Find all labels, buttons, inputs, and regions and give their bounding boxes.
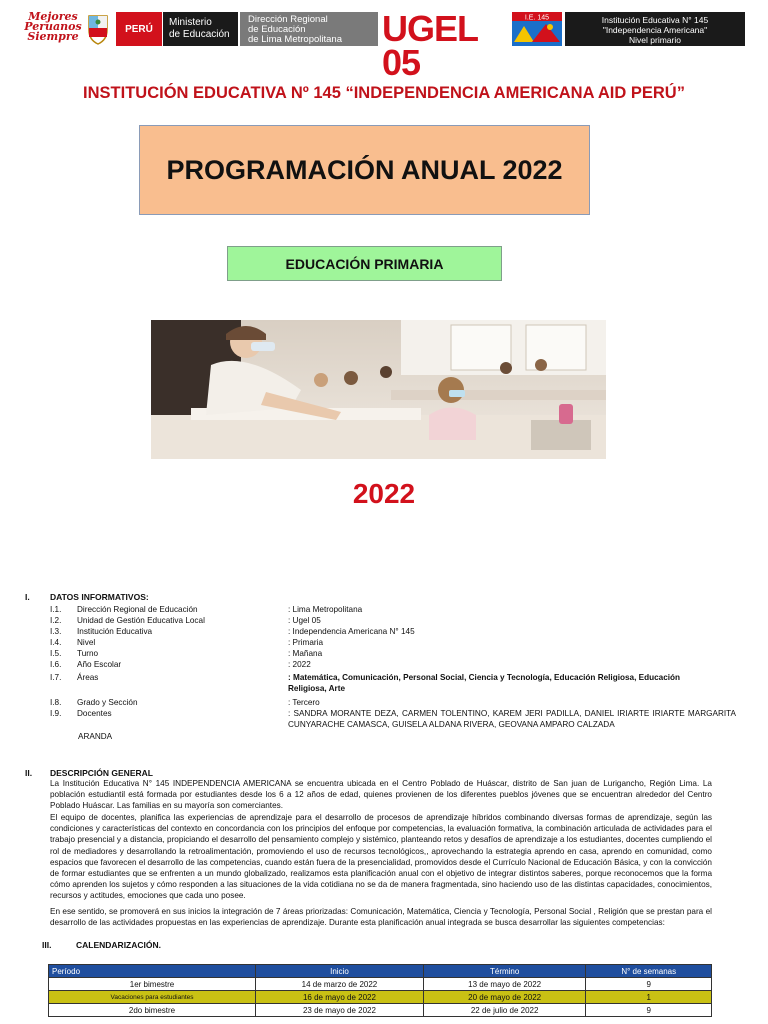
table-row: [49, 1004, 712, 1017]
info-row: [25, 648, 745, 659]
school-title: INSTITUCIÓN EDUCATIVA Nº 145 “INDEPENDENCIA AMERICANA AID PERÚ”: [83, 84, 685, 102]
dre-line1: Dirección Regional: [248, 14, 328, 25]
minedu-line2: de Educación: [169, 29, 230, 40]
info-row-label: Año Escolar: [77, 660, 122, 669]
year-label: 2022: [352, 478, 416, 509]
ugel-text: UGEL 05: [382, 8, 478, 83]
info-row: [25, 708, 745, 730]
info-row-num: I.9.: [50, 709, 62, 718]
section-2-number: II.: [25, 768, 33, 778]
info-row-num: I.1.: [50, 605, 62, 614]
description-paragraph-2: El equipo de docentes, planifica las experiencias de aprendizaje para el desarrollo de procesos de aprendizaje híbridos combinando diversas formas de aprendizaje, según las condiciones y características del contexto en concordancia con los principios del enfoque por competencias, la evaluación formativa, la combinación articulada de actividades para el trabajo presencial y a distancia, propiciando el desarrollo del pensamiento complejo y sistémico, planteando retos y desafíos de aprendizaje a los estudiantes, docentes cumpliendo el rol de mediadores y desarrollando la retroalimentación, promoviendo el uso de recursos tecnológicos,, aprovechando la estrategia aprendo en casa, aprendo en comunidad, como espacios que favorecen el desarrollo de las competencias, cuando están fuera de la presencialidad, promovidos desde el Currículo Nacional de Educación Básica, y con la convicción de formar estudiantes que se enfrenten a un mundo globalizado, realizamos esta planificación anual con el objetivo de integrar distintos saberes, porque reconocemos que la forma cómo aprenden los sujetos y cómo responden a las situaciones de la vida cotidiana no se da de manera fragmentada, sino haciendo uso de las distintas capacidades, conocimientos, recursos y actitudes, emociones que cada uno posee.: [50, 813, 712, 901]
info-row: [25, 659, 745, 670]
main-title: PROGRAMACIÓN ANUAL 2022: [166, 154, 563, 185]
info-row-label: Unidad de Gestión Educativa Local: [77, 616, 205, 625]
table-row: [49, 991, 712, 1004]
peru-logo: [116, 12, 162, 46]
cell-end: 22 de julio de 2022: [423, 1004, 586, 1017]
info-row-num: I.4.: [50, 638, 62, 647]
subtitle: EDUCACIÓN PRIMARIA: [285, 255, 444, 272]
classroom-photo: [151, 320, 606, 459]
info-row-value: : Ugel 05: [288, 616, 321, 625]
info-row-value: : Primaria: [288, 638, 324, 647]
section-3-title: CALENDARIZACIÓN.: [76, 940, 161, 950]
info-row: [25, 637, 745, 648]
col-header-weeks: N° de semanas: [586, 965, 712, 978]
info-row: [25, 615, 745, 626]
col-header-end: Término: [423, 965, 586, 978]
info-row-num: I.6.: [50, 660, 62, 669]
info-row-label: Dirección Regional de Educación: [77, 605, 198, 614]
info-row-value: : Mañana: [288, 649, 323, 658]
cell-period: Vacaciones para estudiantes: [49, 991, 256, 1004]
section-2-title: DESCRIPCIÓN GENERAL: [50, 768, 153, 778]
info-row-value: : Independencia Americana N° 145: [288, 627, 415, 636]
info-row: [25, 672, 745, 694]
section-1-title: DATOS INFORMATIVOS:: [50, 592, 149, 602]
info-row-num: I.5.: [50, 649, 62, 658]
peru-text: PERÚ: [125, 23, 153, 35]
info-row-num: I.2.: [50, 616, 62, 625]
info-row-label: Nivel: [77, 638, 96, 647]
subtitle-box: [227, 246, 502, 281]
info-row-label: Docentes: [77, 709, 112, 718]
section-3-number: III.: [42, 940, 52, 950]
docentes-continuation: ARANDA: [78, 732, 113, 741]
main-title-box: [139, 125, 590, 215]
description-paragraph-3: En ese sentido, se promoverá en sus inicios la integración de 7 áreas priorizadas: Comunicación, Matemática, Ciencia y Tecnología, Personal Social , Religión que se prestan para el desarrollo de las actividades propuestas en las experiencias de aprendizaje. Durante esta planificación anual integrada se busca desarrollar las siguientes competencias:: [50, 907, 712, 928]
minedu-logo: [163, 12, 238, 46]
cell-period: 2do bimestre: [49, 1004, 256, 1017]
description-paragraph-1: La Institución Educativa N° 145 INDEPENDENCIA AMERICANA se encuentra ubicada en el Centro Poblado de Huáscar, distrito de San juan de Lurigancho, Región Lima. La población estudiantil está formada por estudiantes desde los 6 a 12 años de edad, quienes provienen de los diferentes pueblos jóvenes que se encuentran alrededor del Centro Poblado Huáscar. Las familias en su mayoría son comerciantes.: [50, 779, 712, 811]
info-row-label: Turno: [77, 649, 99, 658]
table-row: [49, 978, 712, 991]
info-row-value: : Matemática, Comunicación, Personal Social, Ciencia y Tecnología, Educación Religiosa, Educación Religiosa, Arte: [288, 673, 681, 693]
cell-end: 20 de mayo de 2022: [423, 991, 586, 1004]
minedu-line1: Ministerio: [169, 17, 212, 28]
cell-start: 16 de mayo de 2022: [256, 991, 424, 1004]
calendar-table: [48, 964, 712, 1017]
cell-start: 14 de marzo de 2022: [256, 978, 424, 991]
info-row-label: Institución Educativa: [77, 627, 153, 636]
cell-period: 1er bimestre: [49, 978, 256, 991]
info-row-value: : SANDRA MORANTE DEZA, CARMEN TOLENTINO, KAREM JERI PADILLA, DANIEL IRIARTE IRIARTE MARGARITA CUNYARACHE CAMASCA, GUISELA ALDANA RIVERA, GEOVANA AMPARO CALZADA: [288, 709, 736, 729]
mejores-peruanos-logo: [24, 12, 82, 46]
ie-line2: "Independencia Americana": [602, 25, 708, 35]
info-row-value: : Lima Metropolitana: [288, 605, 363, 614]
dre-line2: de Educación: [248, 24, 306, 35]
cell-weeks: 9: [586, 978, 712, 991]
cell-weeks: 9: [586, 1004, 712, 1017]
calendar-header-row: [49, 965, 712, 978]
info-row-num: I.3.: [50, 627, 62, 636]
ie-145-label: [565, 12, 745, 46]
info-row: [25, 604, 745, 615]
col-header-period: Período: [49, 965, 256, 978]
dre-line3: de Lima Metropolitana: [248, 34, 342, 45]
ugel-logo: [382, 8, 510, 83]
info-row: [25, 697, 745, 708]
section-1-number: I.: [25, 592, 30, 602]
info-row-label: Áreas: [77, 673, 99, 682]
info-row-num: I.8.: [50, 698, 62, 707]
info-row: [25, 626, 745, 637]
peru-coat-of-arms-icon: [86, 12, 110, 46]
ie-line1: Institución Educativa N° 145: [601, 15, 709, 25]
mejores-text: Mejores Peruanos Siempre: [24, 10, 82, 43]
dre-logo: [240, 12, 378, 46]
info-row-label: Grado y Sección: [77, 698, 138, 707]
info-row-value: : Tercero: [288, 698, 320, 707]
cell-end: 13 de mayo de 2022: [423, 978, 586, 991]
cell-weeks: 1: [586, 991, 712, 1004]
col-header-start: Inicio: [256, 965, 424, 978]
ie-line3: Nivel primario: [629, 35, 681, 45]
ie-145-badge-icon: [512, 12, 562, 46]
cell-start: 23 de mayo de 2022: [256, 1004, 424, 1017]
info-row-value: : 2022: [288, 660, 311, 669]
ie-badge-text: I.E. 145: [524, 14, 550, 22]
info-row-num: I.7.: [50, 673, 62, 682]
